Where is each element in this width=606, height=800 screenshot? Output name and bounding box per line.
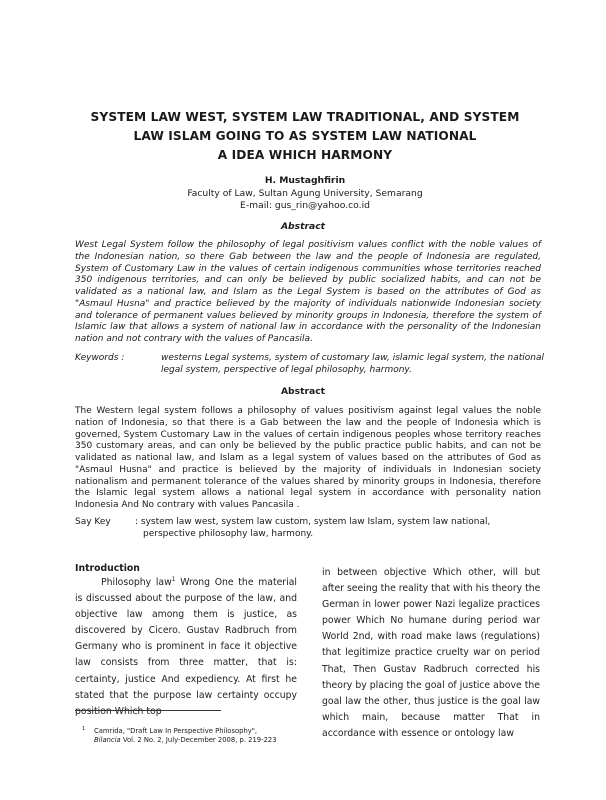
author-email: E-mail: gus_rin@yahoo.co.id bbox=[240, 200, 370, 211]
right-line: That, Then Gustav Radbruch corrected his bbox=[322, 663, 540, 675]
left-line: Germany who is prominent in face it objective bbox=[75, 641, 297, 653]
left-line: certainty, justice And expediency. At first he bbox=[75, 673, 297, 685]
abstract-heading-english: Abstract bbox=[280, 221, 326, 232]
abstract-heading-translated: Abstract bbox=[280, 386, 326, 397]
keywords-line-2: legal system, perspective of legal philosophy, harmony. bbox=[161, 364, 412, 375]
left-line: is discussed about the purpose of the law, and bbox=[75, 593, 297, 605]
abstract-text-translated: The Western legal system follows a philosophy of values positivism against legal values the noble nation of Indonesia, so that there is a Gab between the law and the people of Indonesia which is governed, System Customary Law in the values of certain indigenous peoples whose territory reaches 350 customary areas, and can only be believed by the public practice public habits, and can not be validated as national law, and Islam as a legal system of values based on the attributes of God as "Asmaul Husna" and practice is believed by the majority of individuals in Indonesian society nationalism and permanent tolerance of the values shared by minority groups in Indonesia, therefore the Islamic legal system allows a national legal system in accordance with personality nation Indonesia And No contrary with values Pancasila . bbox=[75, 406, 541, 510]
right-line: that legitimize practice cruelty war on period bbox=[322, 647, 540, 659]
right-line: World 2nd, with road make laws (regulations) bbox=[322, 631, 540, 643]
right-line: in between objective Which other, will but bbox=[322, 567, 540, 578]
left-line: law consists from three matter, that is: bbox=[75, 657, 297, 669]
keywords-line-1: westerns Legal systems, system of customary law, islamic legal system, the national bbox=[161, 353, 544, 363]
say-key-line-2: perspective philosophy law, harmony. bbox=[143, 528, 314, 539]
footnote-journal: Bilancia bbox=[94, 736, 121, 745]
left-line: objective law among them is justice, as bbox=[75, 609, 297, 621]
footnote-line-2: Bilancia Vol. 2 No. 2, July-December 2008, p. 219-223 bbox=[94, 736, 277, 745]
right-line: goal law the other, thus justice is the goal law bbox=[322, 695, 540, 707]
paper-title bbox=[60, 108, 550, 165]
footnote bbox=[82, 726, 304, 746]
right-line: theory by placing the goal of justice above the bbox=[322, 679, 540, 691]
right-line: power Which No humane during period war bbox=[322, 615, 540, 627]
author-block bbox=[100, 175, 510, 213]
left-line: stated that the purpose law certainty occupy bbox=[75, 689, 297, 701]
footnote-divider bbox=[75, 710, 221, 711]
left-column bbox=[75, 572, 297, 720]
right-line: after seeing the reality that with his theory the bbox=[322, 583, 541, 595]
title-line-3: A IDEA WHICH HARMONY bbox=[217, 148, 393, 162]
left-line: Philosophy law$^1$ Wrong One the material bbox=[101, 576, 297, 588]
right-line: accordance with essence or ontology law bbox=[322, 727, 514, 739]
left-line: discovered by Cicero. Gustav Radbruch from bbox=[75, 625, 297, 637]
author-affiliation: Faculty of Law, Sultan Agung University, Semarang bbox=[187, 187, 423, 199]
keywords bbox=[75, 353, 545, 377]
footnote-mark: 1 bbox=[82, 726, 86, 732]
left-line: position Which top bbox=[75, 705, 162, 717]
say-key-line-1: : system law west, system law custom, system law Islam, system law national, bbox=[135, 517, 491, 527]
keywords-label: Keywords : bbox=[75, 353, 125, 363]
author-name: H. Mustaghfirin bbox=[264, 175, 346, 186]
right-line: German in lower power Nazi legalize practices bbox=[322, 599, 540, 611]
introduction-heading: Introduction bbox=[75, 563, 140, 574]
title-line-1: SYSTEM LAW WEST, SYSTEM LAW TRADITIONAL, AND SYSTEM bbox=[90, 110, 520, 124]
footnote-ref[interactable]: 1 bbox=[171, 576, 176, 583]
abstract-text-english: West Legal System follow the philosophy of legal positivism values conflict with the noble values of the Indonesian nation, so there Gab between the law and the people of Indonesia are regulated, System of Customary Law in the values of certain indigenous communities whose territories reached 350 indigenous territories, and can only be believed by public socialized habits, and can not be validated as a national law, and Islam as the Legal System is based on the attributes of God as "Asmaul Husna" and practice believed by the majority of individuals nationwide Indonesian society and tolerance of permanent values believed by minority groups in Indonesia, therefore the system of Islamic law that allows a system of national law in accordance with the personality of the Indonesian nation and not contrary with the values of Pancasila. bbox=[75, 240, 541, 344]
footnote-line-1: Camrida, "Draft Law In Perspective Philosophy", bbox=[94, 727, 258, 735]
right-line: which main, because matter That in bbox=[322, 711, 540, 723]
say-key-label: Say Key bbox=[75, 517, 111, 527]
title-line-2: LAW ISLAM GOING TO AS SYSTEM LAW NATIONAL bbox=[133, 129, 477, 143]
right-column bbox=[322, 565, 540, 742]
